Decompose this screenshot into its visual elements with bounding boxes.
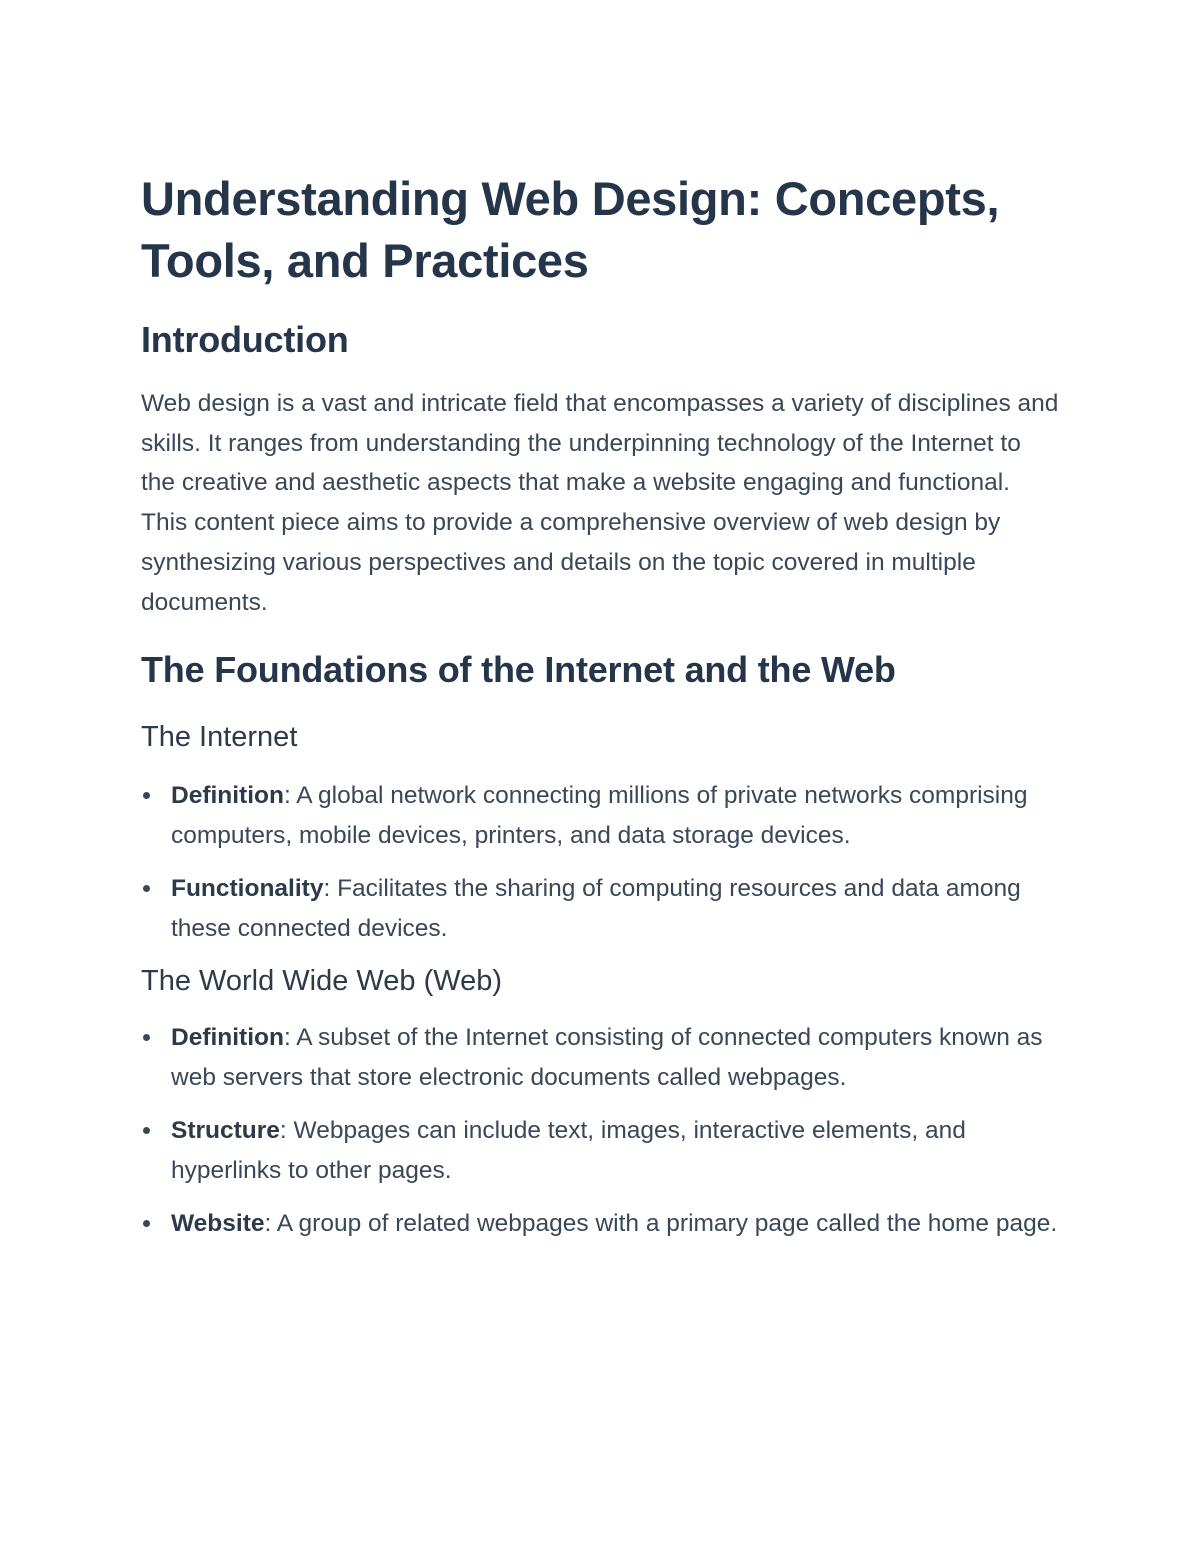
list-item-text: : A global network connecting millions of private networks comprising computers, mobile devices, printers, and data storage devices. xyxy=(171,782,1028,849)
foundations-heading: The Foundations of the Internet and the Web xyxy=(141,649,896,691)
list-item xyxy=(141,869,1061,948)
list-item xyxy=(141,1018,1061,1097)
list-item-term: Definition xyxy=(171,1024,284,1052)
list-item-text: : A group of related webpages with a primary page called the home page. xyxy=(264,1210,1058,1238)
list-item-text: : A subset of the Internet consisting of connected computers known as web servers that store electronic documents called webpages. xyxy=(171,1024,1043,1091)
list-item-term: Functionality xyxy=(171,875,324,903)
list-item-term: Definition xyxy=(171,782,284,810)
list-item-text: : Webpages can include text, images, interactive elements, and hyperlinks to other pages. xyxy=(171,1117,966,1184)
list-item xyxy=(141,1111,1061,1190)
list-item-term: Website xyxy=(171,1210,265,1238)
introduction-heading: Introduction xyxy=(141,319,349,360)
list-item xyxy=(141,1204,1061,1244)
bullet-icon xyxy=(143,1034,150,1041)
list-item xyxy=(141,776,1061,855)
internet-list xyxy=(141,776,1061,948)
list-item-text: : Facilitates the sharing of computing resources and data among these connected devices. xyxy=(171,875,1021,942)
introduction-paragraph: Web design is a vast and intricate field that encompasses a variety of disciplines and skills. It ranges from understanding the underpinning technology of the Internet to the creative and aesthetic aspects that make a website engaging and functional. This content piece aims to provide a comprehensive overview of web design by synthesizing various perspectives and details on the topic covered in multiple documents. xyxy=(141,390,1059,616)
document-page xyxy=(141,168,1061,1258)
bullet-icon xyxy=(143,885,150,892)
bullet-icon xyxy=(143,1220,150,1227)
document-title: Understanding Web Design: Concepts, Tools, and Practices xyxy=(141,172,1000,287)
bullet-icon xyxy=(143,792,150,799)
list-item-term: Structure xyxy=(171,1117,280,1145)
internet-subheading: The Internet xyxy=(141,721,298,754)
web-subheading: The World Wide Web (Web) xyxy=(141,965,502,998)
bullet-icon xyxy=(143,1127,150,1134)
web-list xyxy=(141,1018,1061,1244)
